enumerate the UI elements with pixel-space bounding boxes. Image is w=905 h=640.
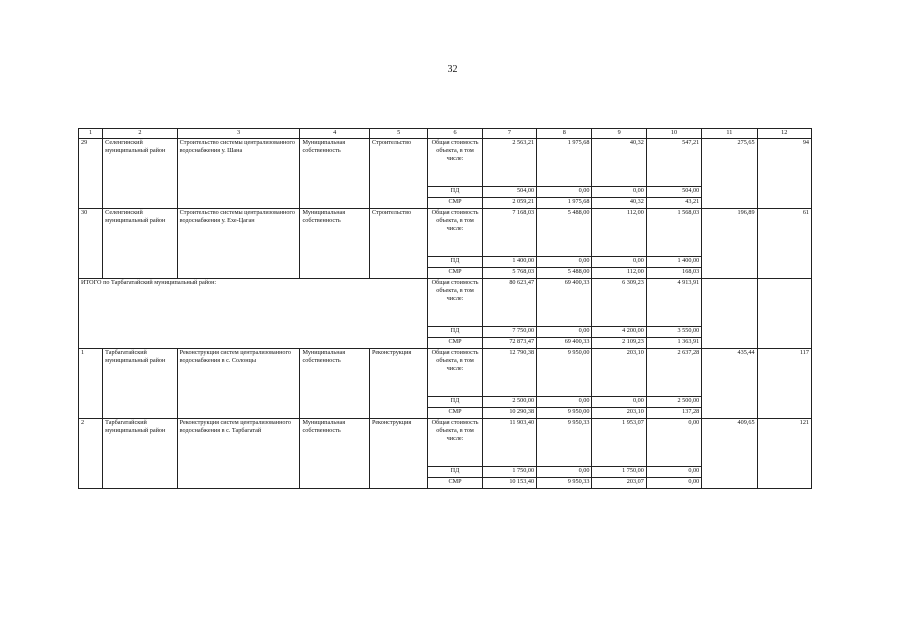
value-cell: 0,00 [537,187,592,198]
column-number-row [79,129,812,139]
district-cell: Селенгинский муниципальный район [103,139,178,209]
value-cell: 137,28 [646,408,701,419]
value-cell: 435,44 [702,349,757,419]
value-cell: 1 750,00 [482,467,536,478]
value-cell: 12 790,38 [482,349,536,397]
value-cell: 203,10 [592,408,646,419]
cost-label: Общая стоимость объекта, в том числе: [428,349,482,397]
work-type-cell: Строительство [369,139,427,209]
value-cell: 547,21 [646,139,701,187]
value-cell: 2 500,00 [482,397,536,408]
value-cell: 1 568,03 [646,209,701,257]
value-cell: 0,00 [537,327,592,338]
value-cell: 0,00 [592,187,646,198]
value-cell: 94 [757,139,811,209]
empty-cell [757,279,811,349]
value-cell: 0,00 [646,419,701,467]
value-cell: 61 [757,209,811,279]
value-cell: 1 363,91 [646,338,701,349]
value-cell: 504,00 [646,187,701,198]
object-name-cell: Реконструкция систем централизованного водоснабжения в с. Солонцы [177,349,300,419]
value-cell: 72 873,47 [482,338,536,349]
value-cell: 0,00 [537,257,592,268]
ownership-cell: Муниципальная собственность [300,209,369,279]
value-cell: 1 750,00 [592,467,646,478]
value-cell: 0,00 [537,397,592,408]
value-cell: 504,00 [482,187,536,198]
cost-label: Общая стоимость объекта, в том числе: [428,209,482,257]
object-number: 30 [79,209,103,279]
table-row [79,419,812,467]
column-number: 5 [369,129,427,139]
object-number: 1 [79,349,103,419]
value-cell: 3 550,00 [646,327,701,338]
value-cell: 117 [757,349,811,419]
value-cell: 1 953,07 [592,419,646,467]
value-cell: 4 200,00 [592,327,646,338]
cost-label: СМР [428,198,482,209]
page-number: 32 [447,64,458,75]
cost-label: ПД [428,397,482,408]
value-cell: 9 950,00 [537,349,592,397]
column-number: 10 [646,129,701,139]
column-number: 2 [103,129,178,139]
value-cell: 1 975,68 [537,198,592,209]
value-cell: 2 500,00 [646,397,701,408]
value-cell: 10 290,38 [482,408,536,419]
value-cell: 1 975,68 [537,139,592,187]
cost-label: ПД [428,327,482,338]
column-number: 11 [702,129,757,139]
work-type-cell: Реконструкция [369,419,427,489]
value-cell: 5 488,00 [537,268,592,279]
value-cell: 9 950,00 [537,408,592,419]
cost-label: ПД [428,187,482,198]
value-cell: 0,00 [537,467,592,478]
cost-label: СМР [428,408,482,419]
value-cell: 10 153,40 [482,478,536,489]
cost-label: ПД [428,467,482,478]
value-cell: 40,32 [592,198,646,209]
district-cell: Тарбагатайский муниципальный район [103,349,178,419]
value-cell: 275,65 [702,139,757,209]
value-cell: 5 488,00 [537,209,592,257]
column-number: 4 [300,129,369,139]
value-cell: 6 309,23 [592,279,646,327]
value-cell: 9 950,33 [537,478,592,489]
value-cell: 80 623,47 [482,279,536,327]
cost-label: СМР [428,478,482,489]
value-cell: 0,00 [646,467,701,478]
column-number: 6 [428,129,482,139]
object-number: 29 [79,139,103,209]
district-cell: Селенгинский муниципальный район [103,209,178,279]
cost-label: Общая стоимость объекта, в том числе: [428,279,482,327]
column-number: 12 [757,129,811,139]
ownership-cell: Муниципальная собственность [300,139,369,209]
value-cell: 69 400,33 [537,279,592,327]
object-name-cell: Строительство системы централизованного водоснабжения у. Шана [177,139,300,209]
value-cell: 7 750,00 [482,327,536,338]
value-cell: 0,00 [592,397,646,408]
investment-table [78,128,812,489]
value-cell: 112,00 [592,268,646,279]
value-cell: 168,03 [646,268,701,279]
column-number: 9 [592,129,646,139]
value-cell: 9 950,33 [537,419,592,467]
value-cell: 203,07 [592,478,646,489]
object-name-cell: Реконструкция систем централизованного водоснабжения в с. Тарбагатай [177,419,300,489]
value-cell: 203,10 [592,349,646,397]
value-cell: 1 400,00 [646,257,701,268]
value-cell: 121 [757,419,811,489]
value-cell: 0,00 [646,478,701,489]
cost-label: СМР [428,268,482,279]
value-cell: 5 768,03 [482,268,536,279]
value-cell: 43,21 [646,198,701,209]
value-cell: 69 400,33 [537,338,592,349]
value-cell: 11 903,40 [482,419,536,467]
cost-label: СМР [428,338,482,349]
value-cell: 409,65 [702,419,757,489]
column-number: 1 [79,129,103,139]
total-label: ИТОГО по Тарбагатайский муниципальный район: [79,279,428,349]
district-cell: Тарбагатайский муниципальный район [103,419,178,489]
empty-cell [702,279,757,349]
value-cell: 40,32 [592,139,646,187]
value-cell: 4 913,91 [646,279,701,327]
column-number: 7 [482,129,536,139]
column-number: 3 [177,129,300,139]
cost-label: Общая стоимость объекта, в том числе: [428,139,482,187]
ownership-cell: Муниципальная собственность [300,419,369,489]
column-number: 8 [537,129,592,139]
value-cell: 2 109,23 [592,338,646,349]
value-cell: 196,89 [702,209,757,279]
value-cell: 0,00 [592,257,646,268]
value-cell: 1 400,00 [482,257,536,268]
total-row [79,279,812,327]
work-type-cell: Строительство [369,209,427,279]
table-row [79,209,812,257]
table-row [79,349,812,397]
object-number: 2 [79,419,103,489]
value-cell: 7 168,03 [482,209,536,257]
value-cell: 2 563,21 [482,139,536,187]
ownership-cell: Муниципальная собственность [300,349,369,419]
work-type-cell: Реконструкция [369,349,427,419]
cost-label: Общая стоимость объекта, в том числе: [428,419,482,467]
value-cell: 2 637,28 [646,349,701,397]
value-cell: 112,00 [592,209,646,257]
cost-label: ПД [428,257,482,268]
table-row [79,139,812,187]
value-cell: 2 059,21 [482,198,536,209]
object-name-cell: Строительство системы централизованного водоснабжения у. Ехе-Цаган [177,209,300,279]
